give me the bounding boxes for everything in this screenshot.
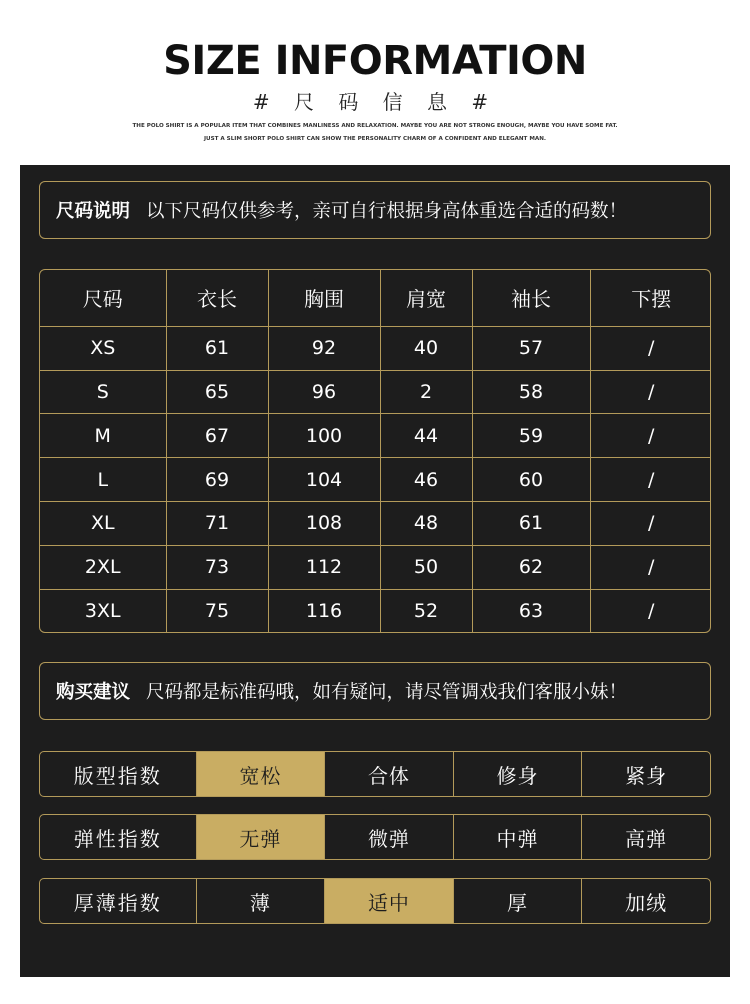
- index-option-selected: 宽松: [196, 752, 325, 796]
- table-cell: 50: [380, 545, 472, 589]
- fit-index-row: [39, 751, 711, 797]
- table-cell: M: [40, 414, 166, 458]
- table-row: [40, 414, 711, 458]
- table-header-cell: 衣长: [166, 270, 268, 326]
- table-row: [40, 458, 711, 502]
- table-header-cell: 胸围: [268, 270, 380, 326]
- table-cell: /: [590, 370, 711, 414]
- table-cell: /: [590, 414, 711, 458]
- table-cell: 75: [166, 589, 268, 632]
- table-cell: 44: [380, 414, 472, 458]
- table-row: [40, 501, 711, 545]
- table-cell: 100: [268, 414, 380, 458]
- table-header-cell: 下摆: [590, 270, 711, 326]
- size-panel: [20, 165, 730, 977]
- table-cell: 57: [472, 326, 590, 370]
- table-cell: 2XL: [40, 545, 166, 589]
- table-cell: 108: [268, 501, 380, 545]
- table-cell: XL: [40, 501, 166, 545]
- table-row: [40, 589, 711, 632]
- page-subtitle: # 尺 码 信 息 #: [252, 90, 498, 114]
- buy-note-box: [39, 662, 711, 720]
- description-line-1: THE POLO SHIRT IS A POPULAR ITEM THAT COMBINES MANLINESS AND RELAXATION. MAYBE YOU ARE NOT STRONG ENOUGH, MAYBE YOU HAVE SOME FAT.: [132, 123, 618, 129]
- description-line-2: JUST A SLIM SHORT POLO SHIRT CAN SHOW THE PERSONALITY CHARM OF A CONFIDENT AND ELEGANT MAN.: [203, 136, 547, 142]
- table-cell: 63: [472, 589, 590, 632]
- index-option: 合体: [324, 752, 453, 796]
- index-label: 弹性指数: [73, 826, 162, 851]
- table-cell: 48: [380, 501, 472, 545]
- table-header-cell: 尺码: [40, 270, 166, 326]
- table-cell: /: [590, 326, 711, 370]
- index-option: 微弹: [324, 815, 453, 859]
- size-note-box: [39, 181, 711, 239]
- buy-note-label: 购买建议: [56, 682, 131, 703]
- table-cell: /: [590, 458, 711, 502]
- index-option: 中弹: [453, 815, 582, 859]
- table-cell: XS: [40, 326, 166, 370]
- table-cell: /: [590, 501, 711, 545]
- size-note-label: 尺码说明: [56, 201, 131, 222]
- index-label: 版型指数: [73, 763, 162, 788]
- thickness-index-row: [39, 878, 711, 924]
- table-cell: 116: [268, 589, 380, 632]
- table-cell: /: [590, 589, 711, 632]
- table-cell: 92: [268, 326, 380, 370]
- table-cell: 61: [166, 326, 268, 370]
- table-row: [40, 545, 711, 589]
- table-cell: 65: [166, 370, 268, 414]
- table-cell: 52: [380, 589, 472, 632]
- index-option: 厚: [453, 879, 582, 923]
- table-cell: 96: [268, 370, 380, 414]
- table-header-cell: 肩宽: [380, 270, 472, 326]
- table-cell: 73: [166, 545, 268, 589]
- table-cell: 62: [472, 545, 590, 589]
- table-cell: 67: [166, 414, 268, 458]
- index-option-selected: 适中: [324, 879, 453, 923]
- table-cell: 2: [380, 370, 472, 414]
- table-cell: 69: [166, 458, 268, 502]
- table-cell: 112: [268, 545, 380, 589]
- index-option: 高弹: [581, 815, 710, 859]
- table-cell: 40: [380, 326, 472, 370]
- elasticity-index-row: [39, 814, 711, 860]
- size-table: [39, 269, 711, 633]
- table-cell: 104: [268, 458, 380, 502]
- index-option-selected: 无弹: [196, 815, 325, 859]
- buy-note-text: 尺码都是标准码哦，如有疑问，请尽管调戏我们客服小妹！: [146, 682, 628, 703]
- table-row: [40, 326, 711, 370]
- index-option: 加绒: [581, 879, 710, 923]
- table-cell: L: [40, 458, 166, 502]
- page-title: SIZE INFORMATION: [163, 38, 587, 84]
- table-cell: 59: [472, 414, 590, 458]
- index-option: 薄: [196, 879, 325, 923]
- index-option: 紧身: [581, 752, 710, 796]
- table-cell: /: [590, 545, 711, 589]
- table-header-row: [40, 270, 711, 326]
- table-row: [40, 370, 711, 414]
- table-cell: 46: [380, 458, 472, 502]
- table-cell: S: [40, 370, 166, 414]
- table-cell: 60: [472, 458, 590, 502]
- table-cell: 3XL: [40, 589, 166, 632]
- table-cell: 71: [166, 501, 268, 545]
- table-header-cell: 袖长: [472, 270, 590, 326]
- table-cell: 58: [472, 370, 590, 414]
- index-label: 厚薄指数: [73, 890, 162, 915]
- index-option: 修身: [453, 752, 582, 796]
- table-cell: 61: [472, 501, 590, 545]
- size-note-text: 以下尺码仅供参考，亲可自行根据身高体重选合适的码数！: [146, 201, 628, 222]
